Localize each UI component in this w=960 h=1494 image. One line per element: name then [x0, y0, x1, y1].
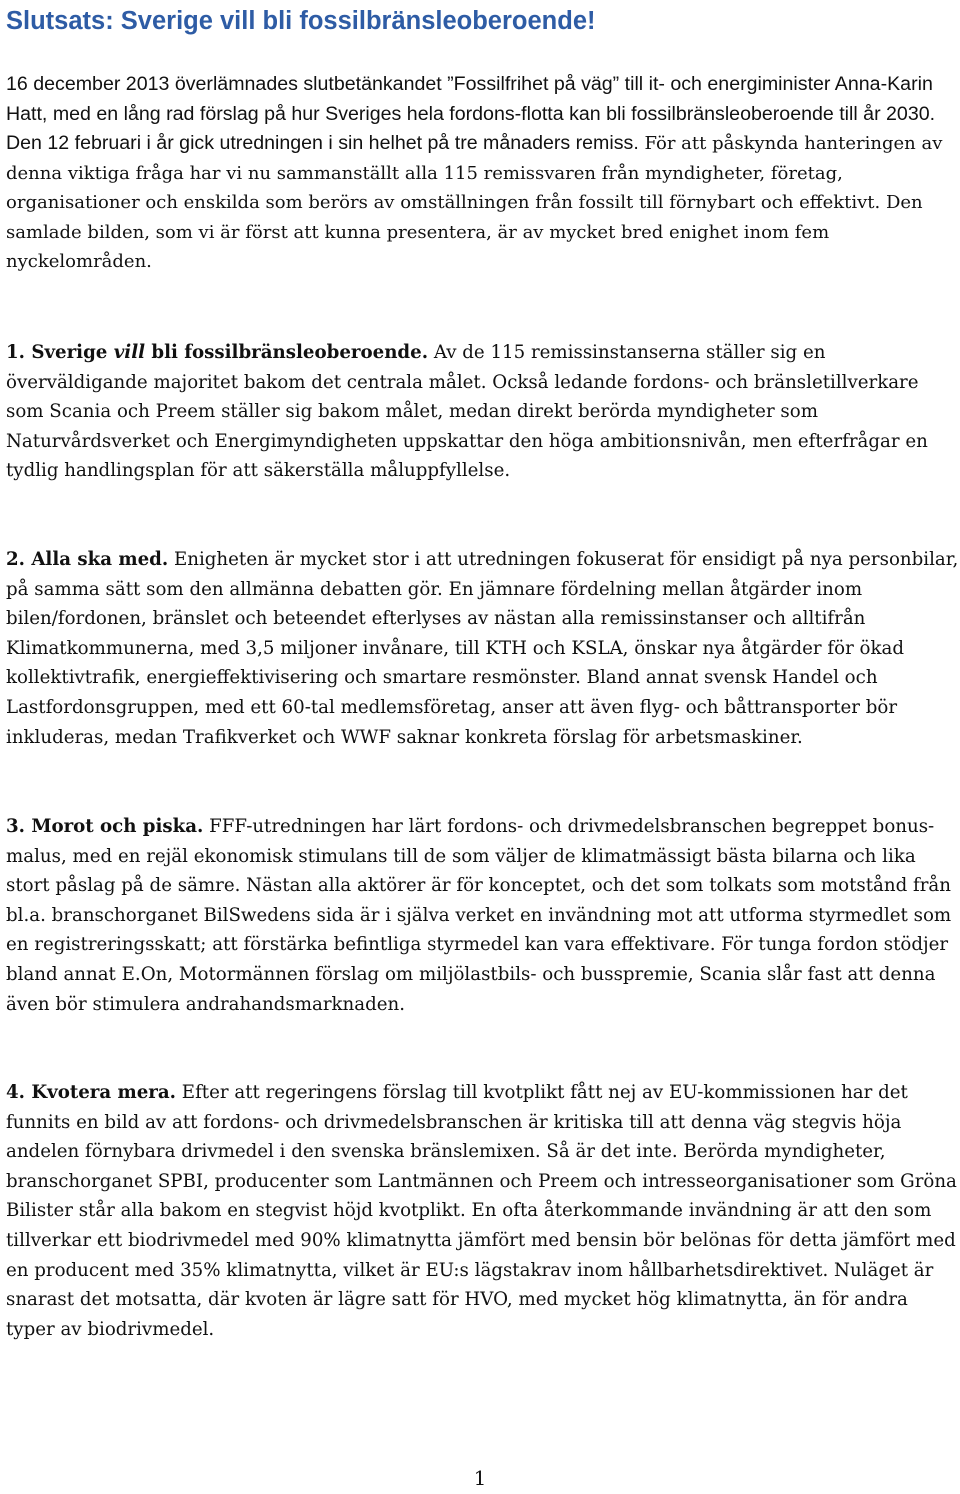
page-title: Slutsats: Sverige vill bli fossilbränsleoberoende!	[6, 7, 596, 35]
section-2-body: Enigheten är mycket stor i att utredningen fokuserat för ensidigt på nya personbilar, på samma sätt som den allmänna debatten gör. En jämnare fördelning mellan åtgärder inom bilen/fordonen, bränslet och beteendet efterlyses av nästan alla remissinstanser och alltifrån Klimatkommunerna, med 3,5 miljoner invånare, till KTH och KSLA, önskar nya åtgärder för ökad kollektivtrafik, energieffektivisering och smartare resmönster. Bland annat svensk Handel och Lastfordonsgruppen, med ett 60-tal medlemsföretag, anser att även flyg- och båttransporter bör inkluderas, medan Trafikverket och WWF saknar konkreta förslag för arbetsmaskiner.	[6, 549, 959, 748]
section-3	[6, 812, 960, 1019]
section-4-heading: 4. Kvotera mera.	[6, 1082, 177, 1103]
intro-text-sans: 16 december 2013 överlämnades slutbetänkandet ”Fossilfrihet på väg” till it- och energiminister Anna-Karin Hatt, med en lång rad förslag på hur Sveriges hela fordons-flotta kan bli fossilbränsleoberoende till år 2030. Den 12 februari i år gick utredningen i sin helhet på tre månaders remiss.	[6, 73, 936, 154]
section-4	[6, 1078, 960, 1344]
section-1-body: Av de 115 remissinstanserna ställer sig en överväldigande majoritet bakom det centrala målet. Också ledande fordons- och bränsletillverkare som Scania och Preem ställer sig bakom målet, medan direkt berörda myndigheter som Naturvårdsverket och Energimyndigheten uppskattar den höga ambitionsnivån, men efterfrågar en tydlig handlingsplan för att säkerställa måluppfyllelse.	[6, 342, 928, 482]
section-2	[6, 545, 960, 752]
section-3-heading: 3. Morot och piska.	[6, 816, 204, 837]
section-1-heading	[6, 342, 428, 363]
section-1	[6, 338, 960, 486]
intro-paragraph	[6, 70, 956, 277]
section-1-heading-italic: vill	[113, 342, 146, 363]
page-number: 1	[473, 1466, 487, 1490]
section-2-heading: 2. Alla ska med.	[6, 549, 169, 570]
section-4-body: Efter att regeringens förslag till kvotplikt fått nej av EU-kommissionen har det funnits en bild av att fordons- och drivmedelsbranschen är kritiska till att denna väg stegvis höja andelen förnybara drivmedel i den svenska bränslemixen. Så är det inte. Berörda myndigheter, branschorganet SPBI, producenter som Lantmännen och Preem och intresseorganisationer som Gröna Bilister står alla bakom en stegvist höjd kvotplikt. En ofta återkommande invändning är att den som tillverkar ett biodrivmedel med 90% klimatnytta jämfört med bensin bör belönas för detta jämfört med en producent med 35% klimatnytta, vilket är EU:s lägstakrav inom hållbarhetsdirektivet. Nuläget är snarast det motsatta, där kvoten är lägre satt för HVO, med mycket hög klimatnytta, än för andra typer av biodrivmedel.	[6, 1082, 957, 1340]
section-3-body: FFF-utredningen har lärt fordons- och drivmedelsbranschen begreppet bonus-malus, med en rejäl ekonomisk stimulans till de som väljer de klimatmässigt bästa bilarna och lika stort påslag på de sämre. Nästan alla aktörer är för konceptet, och det som tolkats som motstånd från bl.a. branschorganet BilSwedens sida är i själva verket en invändning mot att utforma styrmedlet som en registreringsskatt; att förstärka befintliga styrmedel kan vara effektivare. För tunga fordon stödjer bland annat E.On, Motormännen förslag om miljölastbils- och busspremie, Scania slår fast att denna även bör stimulera andrahandsmarknaden.	[6, 816, 952, 1015]
intro-text-serif: För att påskynda hanteringen av denna viktiga fråga har vi nu sammanställt alla 115 remissvaren från myndigheter, företag, organisationer och enskilda som berörs av omställningen från fossilt till förnybart och effektivt. Den samlade bilden, som vi är först att kunna presentera, är av mycket bred enighet inom fem nyckelområden.	[6, 133, 943, 272]
section-1-heading-post: bli fossilbränsleoberoende.	[145, 342, 429, 363]
section-1-heading-pre: 1. Sverige	[6, 342, 114, 363]
